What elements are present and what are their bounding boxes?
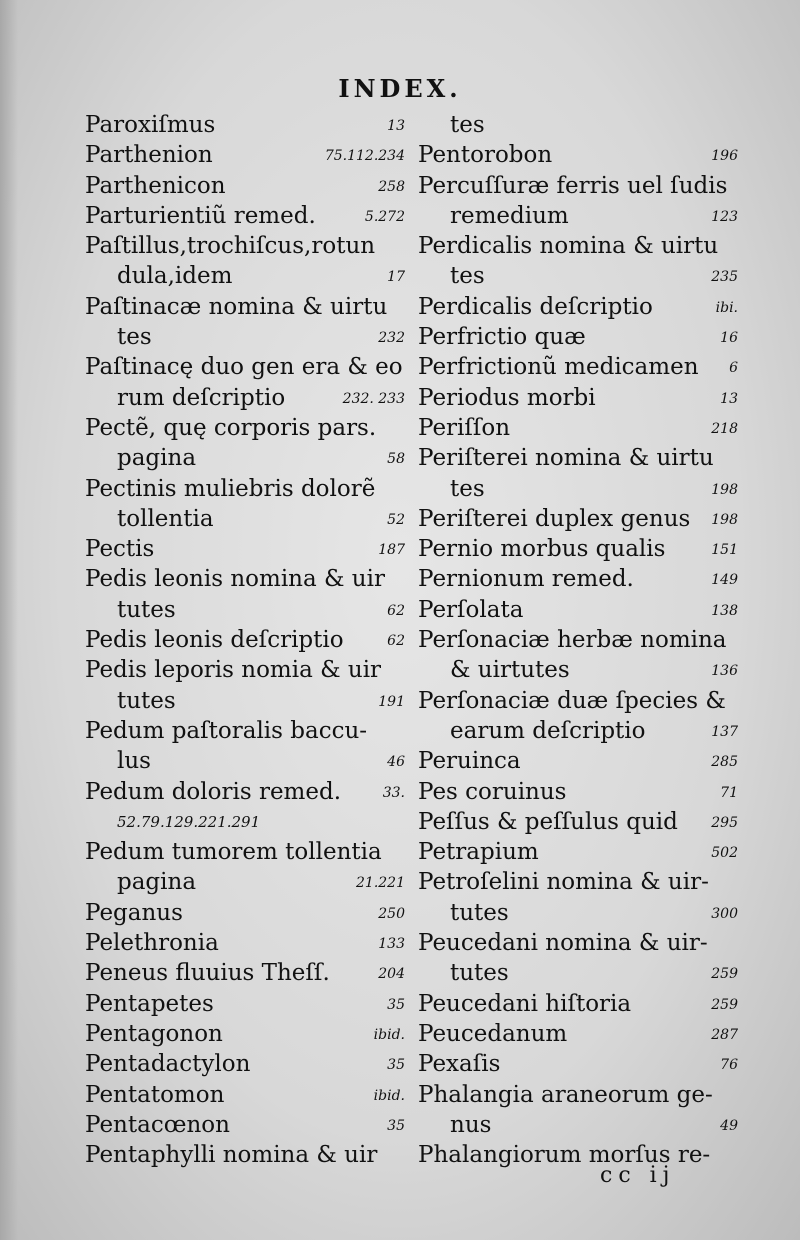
index-entry-text: Pectẽ, quę corporis pars.: [85, 414, 377, 441]
index-entry: [85, 807, 405, 837]
index-entry-page-ref: 138: [711, 602, 738, 619]
index-entry: [418, 989, 738, 1019]
index-entry: [418, 867, 738, 897]
index-entry-text: Parturientiũ remed.: [85, 202, 316, 229]
index-entry-text: tutes: [117, 687, 176, 714]
index-entry-text: Perdicalis deſcriptio: [418, 293, 653, 320]
index-entry: [85, 746, 405, 776]
index-entry-text: lus: [117, 748, 151, 775]
index-entry: [85, 140, 405, 170]
index-entry-text: Paroxiſmus: [85, 112, 216, 138]
index-entry: [418, 110, 738, 140]
index-entry: [85, 595, 405, 625]
index-entry-page-ref: 35: [387, 1117, 405, 1134]
index-entry-page-ref: 191: [378, 693, 405, 710]
index-entry: [85, 474, 405, 504]
page-shadow-edge: [0, 0, 18, 1240]
index-entry: [418, 231, 738, 261]
index-entry-text: Percuſſuræ ferris uel ſudis: [418, 172, 728, 199]
index-entry-page-ref: 123: [711, 208, 738, 225]
index-entry: [85, 655, 405, 685]
index-entry-page-ref: 300: [711, 905, 738, 922]
index-entry-text: tes: [117, 324, 152, 351]
index-entry-page-ref: 287: [711, 1026, 738, 1043]
index-entry-page-ref: 198: [711, 511, 738, 528]
index-entry-text: Pentadactylon: [85, 1051, 251, 1078]
index-entry-text: Pedis leonis nomina & uir: [85, 566, 385, 593]
index-entry: [85, 383, 405, 413]
page-heading: INDEX.: [338, 74, 462, 103]
index-entry-text: tes: [450, 263, 485, 290]
index-entry: [85, 292, 405, 322]
index-entry: [418, 504, 738, 534]
index-entry: [418, 928, 738, 958]
index-entry-text: Pectis: [85, 536, 155, 563]
index-entry: [85, 1110, 405, 1140]
index-entry-page-ref: ibid.: [373, 1026, 405, 1043]
index-entry: [418, 746, 738, 776]
index-entry-text: Peucedani nomina & uir-: [418, 930, 708, 957]
index-entry-page-ref: 21.221: [356, 875, 405, 892]
index-entry-text: Pentorobon: [418, 142, 553, 169]
index-entry-text: Periſterei nomina & uirtu: [418, 445, 714, 472]
index-entry: [418, 958, 738, 988]
index-entry-page-ref: ibid.: [373, 1087, 405, 1104]
index-entry: [85, 201, 405, 231]
index-entry: [85, 110, 405, 140]
index-entry-text: Periodus morbi: [418, 384, 596, 411]
index-entry-page-ref: 151: [711, 542, 738, 559]
index-entry-text: Pexaſis: [418, 1051, 501, 1078]
index-entry-text: Pentacœnon: [85, 1111, 230, 1138]
index-entry: [85, 716, 405, 746]
index-entry: [85, 413, 405, 443]
index-entry: [418, 443, 738, 473]
index-entry: [85, 504, 405, 534]
index-entry-text: Peruinca: [418, 748, 521, 775]
index-entry: [85, 564, 405, 594]
index-entry: [418, 140, 738, 170]
index-entry-text: rum deſcriptio: [117, 384, 286, 411]
index-entry: [85, 534, 405, 564]
index-entry: [85, 898, 405, 928]
index-entry: [85, 1049, 405, 1079]
index-entry-text: Pentagonon: [85, 1020, 223, 1047]
index-entry-page-ref: 6: [729, 360, 738, 377]
index-entry: [85, 171, 405, 201]
index-entry: [418, 352, 738, 382]
index-entry: [418, 383, 738, 413]
index-entry-page-ref: 259: [711, 996, 738, 1013]
index-entry-text: Petroſelini nomina & uir-: [418, 869, 709, 896]
index-entry-text: Pedum doloris remed.: [85, 778, 342, 805]
index-column-right: [418, 110, 738, 1170]
index-entry: [418, 201, 738, 231]
index-entry-page-ref: 13: [387, 118, 405, 134]
index-entry-text: Pentaphylli nomina & uir: [85, 1142, 378, 1169]
index-entry-text: Paſtinacę duo gen era & eo: [85, 354, 403, 381]
index-entry-page-ref: 235: [711, 269, 738, 286]
index-entry: [418, 1049, 738, 1079]
index-entry-text: 52.79.129.221.291: [117, 812, 261, 831]
index-entry-text: nus: [450, 1111, 492, 1138]
index-entry: [85, 686, 405, 716]
index-entry-text: Peſſus & peſſulus quid: [418, 808, 678, 835]
index-entry-text: Perſolata: [418, 596, 524, 623]
index-entry: [418, 1140, 738, 1170]
index-entry: [85, 1080, 405, 1110]
index-entry-text: pagina: [117, 445, 197, 472]
index-entry-text: tutes: [450, 899, 509, 926]
index-entry-text: Periſterei duplex genus: [418, 505, 691, 532]
index-entry-page-ref: 285: [711, 754, 738, 771]
index-entry-text: tollentia: [117, 505, 214, 532]
index-entry: [85, 1140, 405, 1170]
index-entry-text: Petrapium: [418, 839, 539, 866]
index-entry: [418, 474, 738, 504]
index-entry: [418, 777, 738, 807]
index-entry-page-ref: 58: [387, 451, 405, 468]
index-entry: [418, 837, 738, 867]
index-entry-page-ref: 62: [387, 602, 405, 619]
index-entry-text: earum deſcriptio: [450, 717, 646, 744]
index-entry-page-ref: 137: [711, 723, 738, 740]
index-entry-text: Parthenicon: [85, 172, 226, 199]
index-entry-text: Perdicalis nomina & uirtu: [418, 233, 719, 260]
index-entry-text: Perfrictio quæ: [418, 324, 586, 351]
index-entry-text: & uirtutes: [450, 657, 570, 684]
index-entry: [418, 171, 738, 201]
index-entry-text: Peneus fluuius Theſſ.: [85, 960, 330, 987]
index-entry-page-ref: 133: [378, 936, 405, 953]
index-entry: [418, 807, 738, 837]
index-entry-text: Pedum paſtoralis baccu-: [85, 717, 368, 744]
index-entry-text: Perſonaciæ duæ ſpecies &: [418, 687, 726, 714]
index-entry-text: Pectinis muliebris dolorẽ: [85, 475, 376, 502]
index-entry-page-ref: 258: [378, 178, 405, 195]
index-entry-text: Pernio morbus qualis: [418, 536, 666, 563]
index-entry: [85, 443, 405, 473]
index-entry-page-ref: 33.: [382, 784, 405, 801]
index-entry-text: tutes: [450, 960, 509, 987]
index-entry-text: Peucedani hiſtoria: [418, 990, 632, 1017]
index-entry-text: Pelethronia: [85, 930, 219, 957]
index-entry: [418, 413, 738, 443]
index-entry-text: Perfrictionũ medicamen: [418, 354, 699, 381]
index-entry-text: pagina: [117, 869, 197, 896]
index-entry: [85, 958, 405, 988]
index-entry: [85, 867, 405, 897]
index-entry-text: Phalangia araneorum ge-: [418, 1081, 713, 1108]
index-entry-text: Pes coruinus: [418, 778, 567, 805]
index-entry-text: Periſſon: [418, 414, 511, 441]
index-entry-text: tes: [450, 112, 485, 138]
index-entry-text: Paſtillus,trochiſcus,rotun: [85, 233, 376, 260]
index-entry-page-ref: 49: [720, 1117, 738, 1134]
index-entry: [418, 595, 738, 625]
index-entry-page-ref: 198: [711, 481, 738, 498]
index-entry-page-ref: 46: [387, 754, 405, 771]
index-entry: [418, 716, 738, 746]
index-entry-text: remedium: [450, 202, 569, 229]
index-entry-text: Pentatomon: [85, 1081, 225, 1108]
index-entry-text: Pedis leonis deſcriptio: [85, 627, 344, 654]
index-entry-page-ref: 75.112.234: [324, 148, 405, 165]
index-entry-page-ref: 62: [387, 633, 405, 650]
index-entry-text: Phalangiorum morſus re-: [418, 1142, 711, 1169]
index-entry: [418, 564, 738, 594]
index-entry-text: tes: [450, 475, 485, 502]
index-entry: [418, 1019, 738, 1049]
index-entry: [418, 625, 738, 655]
index-entry-text: Peganus: [85, 899, 183, 926]
index-entry: [418, 261, 738, 291]
index-entry: [85, 625, 405, 655]
index-entry: [85, 322, 405, 352]
index-entry-page-ref: 232. 233: [342, 390, 405, 407]
index-entry-page-ref: 196: [711, 148, 738, 165]
index-entry-text: Pedis leporis nomia & uir: [85, 657, 382, 684]
index-entry-text: Perſonaciæ herbæ nomina: [418, 627, 727, 654]
index-entry: [85, 989, 405, 1019]
index-entry-page-ref: 35: [387, 1057, 405, 1074]
index-entry-page-ref: ibi.: [715, 299, 738, 316]
index-entry-page-ref: 259: [711, 966, 738, 983]
index-entry-text: Parthenion: [85, 142, 213, 169]
index-entry: [418, 292, 738, 322]
signature-mark: cc ij: [600, 1163, 676, 1188]
index-entry-page-ref: 16: [720, 330, 738, 347]
index-entry: [85, 928, 405, 958]
index-entry-text: Pentapetes: [85, 990, 214, 1017]
index-column-left: [85, 110, 405, 1170]
index-entry-page-ref: 232: [378, 330, 405, 347]
index-entry: [418, 322, 738, 352]
index-entry: [85, 1019, 405, 1049]
index-entry-page-ref: 295: [711, 814, 738, 831]
index-entry: [85, 352, 405, 382]
index-entry-page-ref: 187: [378, 542, 405, 559]
index-entry: [418, 898, 738, 928]
index-entry-page-ref: 17: [387, 269, 405, 286]
index-entry-text: Pedum tumorem tollentia: [85, 839, 382, 866]
index-entry-text: Paſtinacæ nomina & uirtu: [85, 293, 388, 320]
index-entry: [85, 231, 405, 261]
index-entry-page-ref: 5.272: [364, 208, 405, 225]
index-entry-page-ref: 136: [711, 663, 738, 680]
index-entry-page-ref: 13: [720, 390, 738, 407]
index-entry-page-ref: 76: [720, 1057, 738, 1074]
index-entry-page-ref: 502: [711, 845, 738, 862]
index-entry-text: tutes: [117, 596, 176, 623]
index-entry: [418, 655, 738, 685]
index-entry: [418, 1110, 738, 1140]
index-entry-page-ref: 35: [387, 996, 405, 1013]
index-entry: [418, 534, 738, 564]
index-entry: [85, 837, 405, 867]
index-entry-page-ref: 149: [711, 572, 738, 589]
index-entry-page-ref: 71: [720, 784, 738, 801]
index-entry: [85, 261, 405, 291]
index-entry-page-ref: 218: [711, 420, 738, 437]
index-entry-page-ref: 204: [378, 966, 405, 983]
index-entry-text: Peucedanum: [418, 1020, 568, 1047]
index-entry: [85, 777, 405, 807]
index-entry-text: Pernionum remed.: [418, 566, 634, 593]
index-entry-page-ref: 250: [378, 905, 405, 922]
index-entry: [418, 686, 738, 716]
index-entry-text: dula,idem: [117, 263, 233, 290]
index-entry: [418, 1080, 738, 1110]
index-entry-page-ref: 52: [387, 511, 405, 528]
